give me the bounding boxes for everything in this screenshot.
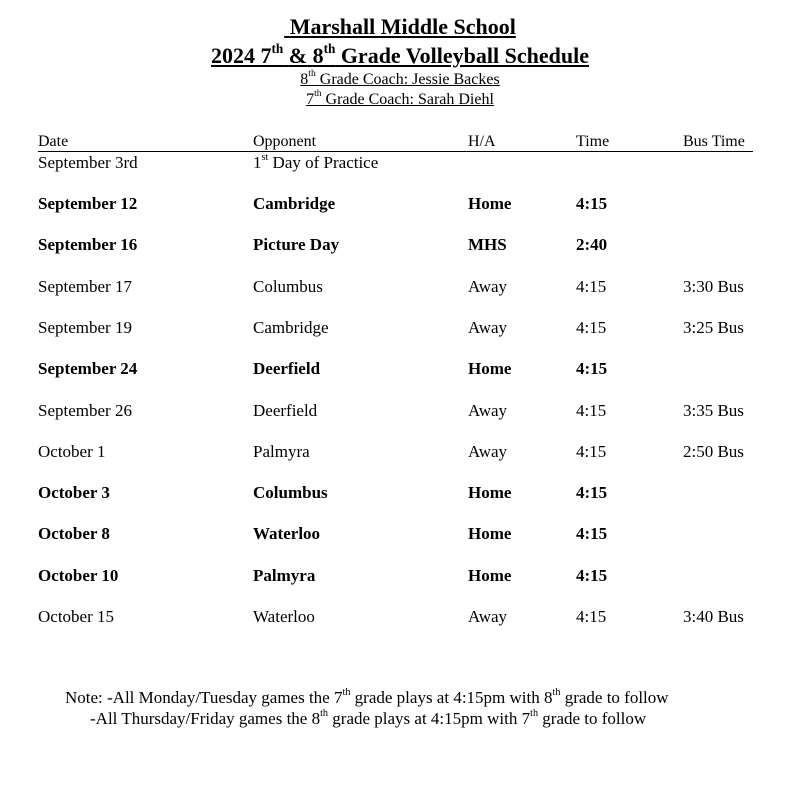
row-opponent: Deerfield — [253, 401, 318, 420]
table-row-first-practice — [0, 152, 800, 174]
row-time: 4:15 — [576, 442, 607, 461]
row-date: October 10 — [38, 566, 119, 585]
row-time: 2:40 — [576, 235, 608, 254]
row-home-away: Home — [468, 194, 512, 213]
row-home-away: Away — [468, 277, 508, 296]
note-line-2: -All Thursday/Friday games the 8th grade plays at 4:15pm with 7th grade to follow — [90, 707, 647, 728]
table-row — [0, 276, 800, 298]
table-row — [0, 358, 800, 380]
row-date: September 19 — [38, 318, 132, 337]
column-header-opponent: Opponent — [253, 133, 317, 150]
row-time: 4:15 — [576, 318, 607, 337]
coach-8th-grade: 8th Grade Coach: Jessie Backes — [300, 68, 500, 88]
table-row — [0, 441, 800, 463]
row-bus-time: 3:25 Bus — [683, 318, 744, 337]
table-row — [0, 317, 800, 339]
row-home-away: Home — [468, 524, 512, 543]
row-date: September 16 — [38, 235, 138, 254]
row-date: September 26 — [38, 401, 132, 420]
row-opponent: 1st Day of Practice — [253, 151, 379, 172]
row-time: 4:15 — [576, 194, 608, 213]
row-opponent: Cambridge — [253, 318, 329, 337]
row-home-away: MHS — [468, 235, 507, 254]
row-opponent: Deerfield — [253, 359, 321, 378]
row-opponent: Waterloo — [253, 607, 315, 626]
row-opponent: Palmyra — [253, 442, 310, 461]
row-date: September 24 — [38, 359, 138, 378]
row-home-away: Away — [468, 318, 508, 337]
row-date: October 3 — [38, 483, 110, 502]
table-row — [0, 482, 800, 504]
column-header-ha: H/A — [468, 133, 496, 150]
row-time: 4:15 — [576, 359, 608, 378]
schedule-title: 2024 7th & 8th Grade Volleyball Schedule — [211, 40, 589, 68]
table-row — [0, 234, 800, 256]
row-bus-time: 3:35 Bus — [683, 401, 744, 420]
row-bus-time: 3:30 Bus — [683, 277, 744, 296]
row-date: September 12 — [38, 194, 138, 213]
row-home-away: Away — [468, 401, 508, 420]
column-header-bus-time: Bus Time — [683, 133, 745, 150]
coach-7th-grade: 7th Grade Coach: Sarah Diehl — [306, 88, 494, 108]
school-name: Marshall Middle School — [289, 14, 516, 39]
row-time: 4:15 — [576, 566, 608, 585]
row-opponent: Waterloo — [253, 524, 321, 543]
row-home-away: Home — [468, 483, 512, 502]
row-bus-time: 2:50 Bus — [683, 442, 744, 461]
row-time: 4:15 — [576, 277, 607, 296]
row-bus-time: 3:40 Bus — [683, 607, 744, 626]
table-row — [0, 606, 800, 628]
row-home-away: Home — [468, 566, 512, 585]
row-opponent: Cambridge — [253, 194, 336, 213]
table-row — [0, 400, 800, 422]
page-title — [0, 13, 800, 40]
row-date: September 3rd — [38, 153, 138, 172]
row-home-away: Away — [468, 607, 508, 626]
row-time: 4:15 — [576, 607, 607, 626]
row-time: 4:15 — [576, 401, 607, 420]
row-date: September 17 — [38, 277, 132, 296]
row-opponent: Columbus — [253, 277, 323, 296]
note-line-1: Note: -All Monday/Tuesday games the 7th grade plays at 4:15pm with 8th grade to follow — [65, 686, 669, 707]
row-date: October 1 — [38, 442, 106, 461]
row-date: October 15 — [38, 607, 115, 626]
column-header-date: Date — [38, 133, 69, 150]
row-opponent: Picture Day — [253, 235, 340, 254]
row-home-away: Away — [468, 442, 508, 461]
column-header-time: Time — [576, 133, 610, 150]
row-date: October 8 — [38, 524, 110, 543]
row-opponent: Columbus — [253, 483, 328, 502]
row-opponent: Palmyra — [253, 566, 316, 585]
row-time: 4:15 — [576, 483, 608, 502]
schedule-table-header — [38, 132, 753, 152]
table-row — [0, 193, 800, 215]
table-row — [0, 565, 800, 587]
row-time: 4:15 — [576, 524, 608, 543]
row-home-away: Home — [468, 359, 512, 378]
table-row — [0, 523, 800, 545]
